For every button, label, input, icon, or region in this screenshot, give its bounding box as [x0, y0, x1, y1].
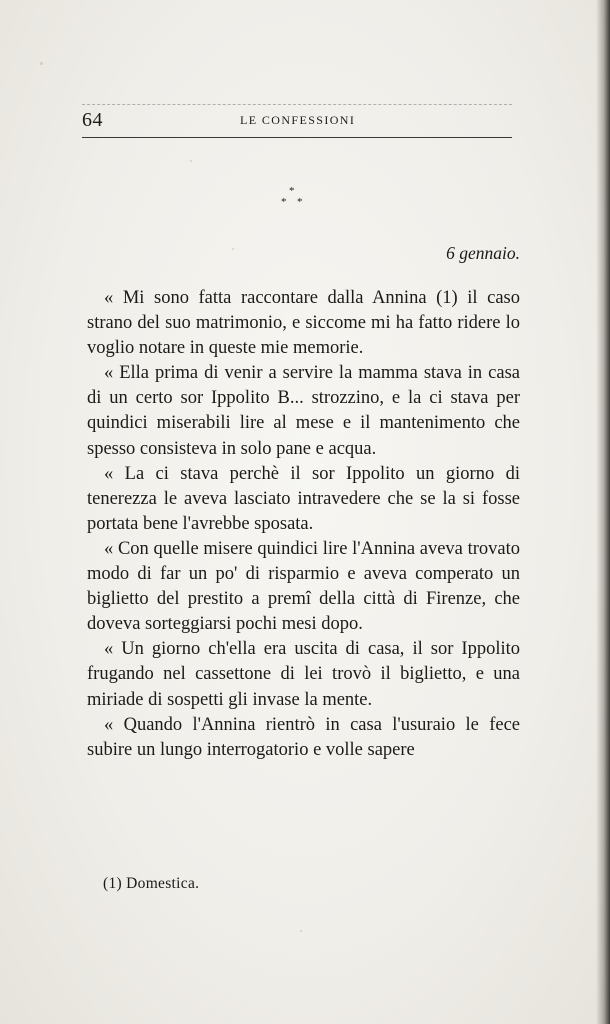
header-rule	[82, 137, 512, 138]
paragraph: « Ella prima di venir a servire la mamma stava in casa di un certo sor Ippolito B... strozzino, e la ci stava per quindici miserabili lire al mese e il mantenimento che spesso consisteva in solo pane e acqua.	[87, 363, 520, 459]
entry-date: 6 gennaio.	[446, 243, 520, 263]
page-number: 64	[82, 109, 103, 131]
paragraph: « Con quelle misere quindici lire l'Annina aveva trovato modo di far un po' di risparmio e aveva comperato un biglietto del prestito a premî della città di Firenze, che doveva sorteggiarsi pochi mesi dopo.	[87, 538, 520, 635]
asterism-star: *	[281, 196, 287, 208]
paper-speck	[300, 930, 302, 932]
paragraph: « Quando l'Annina rientrò in casa l'usuraio le fece subire un lungo interrogatorio e volle sapere	[87, 714, 520, 760]
paper-speck	[232, 248, 234, 250]
asterism-star: *	[289, 185, 295, 197]
paragraph: « Mi sono fatta raccontare dalla Annina (1) il caso strano del suo matrimonio, e siccome mi ha fatto ridere lo voglio notare in queste mie memorie.	[87, 288, 520, 359]
paper-speck	[190, 160, 192, 162]
section-break-asterism	[278, 186, 318, 212]
body-text	[87, 286, 520, 763]
asterism-star: *	[297, 196, 303, 208]
paragraph: « La ci stava perchè il sor Ippolito un giorno di tenerezza le aveva lasciato intravedere che se la si fosse portata bene l'avrebbe sposata.	[87, 463, 520, 534]
footnote: (1) Domestica.	[103, 875, 200, 892]
page-edge-shadow	[596, 0, 610, 1024]
running-title: LE CONFESSIONI	[240, 113, 356, 127]
header-top-rule	[82, 104, 512, 105]
running-header	[82, 104, 512, 138]
paragraph: « Un giorno ch'ella era uscita di casa, il sor Ippolito frugando nel cassettone di lei trovò il biglietto, e una miriade di sospetti gli invase la mente.	[87, 639, 520, 710]
paper-speck	[40, 62, 43, 65]
